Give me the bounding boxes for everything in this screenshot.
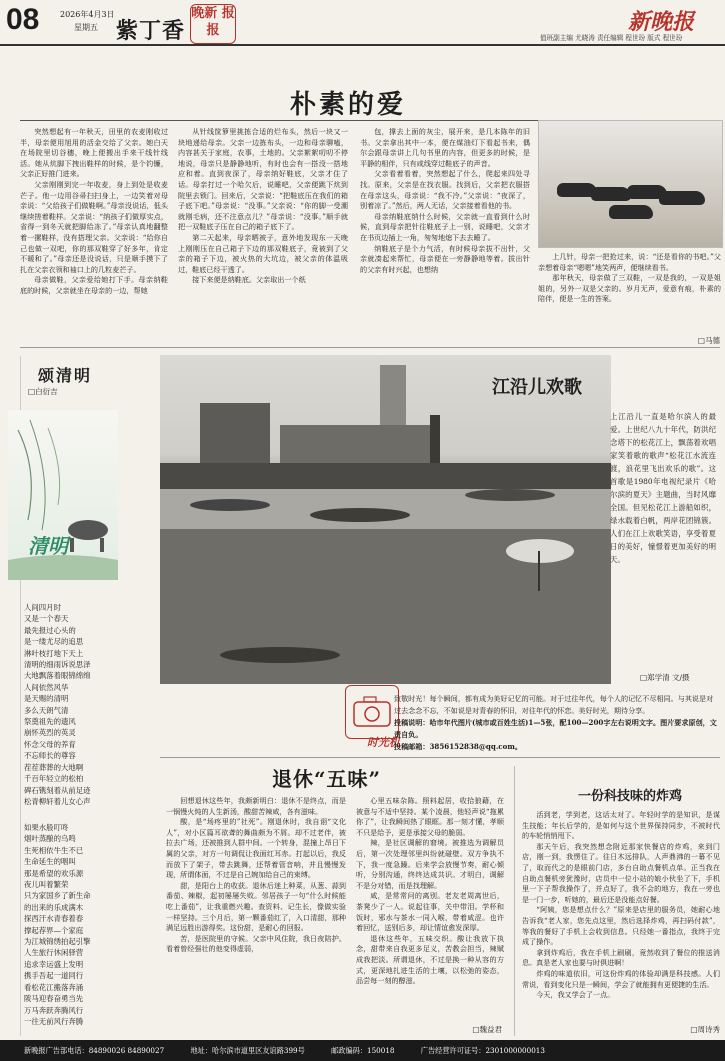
poem-line: 追求幸运盛上发明: [24, 959, 84, 969]
time-machine-label: 时光机: [367, 736, 400, 749]
poem-line: 的出来的乐成满木: [24, 902, 84, 912]
issue-date: 2026年4月3日: [60, 10, 115, 19]
paragraph: 甜，是阳台上的收获。退休后迷上种菜，从葱、蒜到番茄、辣椒，起初屡屡失败。邻居孩子一句“什么时候能吃上番茄”，让我重燃兴趣。查资料、记生长，像做实验一样坚持。三个月后，第一颗番茄红了，入口清甜，那种满足远胜出游得奖。这份甜，是耐心的回报。: [166, 880, 346, 933]
poem-line: 只为家国乡了新生命: [24, 891, 91, 901]
article-column-4: [538, 252, 721, 332]
footer-ad-hotline: 新晚报广告部电话：84890026 84890027: [24, 1046, 165, 1055]
paragraph: 那年秋天，母亲做了三双鞋，一双是我的，一双是姐姐的，另外一双是父亲的。岁月无声，爱意有痕，朴素的陪伴，便是一生的答案。: [538, 273, 721, 304]
poem-line: 看松花江搬落奔涌: [24, 982, 84, 992]
paragraph: 咸，是常常问的离别。老友老周离世后，茶凳少了一人。说起往事，关中带泪。学杯和饭时，邪水与茶水一同入喉，带着咸涩。也许着回忆，送别后多，却让情谊愈发深厚。: [356, 891, 504, 933]
poem-line: 祭奠祖先的遗风: [24, 717, 76, 727]
poem-line: 携手吾起一道同行: [24, 971, 84, 981]
paragraph: 辣，是社区调解的窘境。被推选为调解员后，第一次处理邻里纠纷就碰壁。双方争执不下，我一度急躁。后来学会放慢节奏，耐心倾听，分别沟通，终终达成共识。才明白，调解不是分对错，而是找理解。: [356, 838, 504, 890]
paragraph: 拿到炸鸡后，我在手机上刷刷，竟然收到了餐位的推送消息。真是老人家也要与时俱进啊！: [522, 947, 720, 968]
poem-line: 不忘师长的尊容: [24, 751, 76, 761]
shoes-photo: [538, 120, 723, 248]
paragraph: 包，撑去上面的灰尘，展开来，是几本陈年的旧书。父亲拿出其中一本，便在煤油灯下看起书来，偶尔会跟母亲讲上几句书里的内容，但更多的时候，是平静的相伴，只有咸线穿过鞋底子的声音。: [360, 127, 530, 168]
poem-line: 为江城锦绣拍起引擎: [24, 937, 91, 947]
paragraph: 退休这些年，五味交织。酸让我放下执念，甜带来自我更多足义，苦教会担当，辣赋成我把淡。所谓退休，不过是换一种从容的方式，更深地扎进生活的土壤，以松弛的姿态，品尝每一刻的醇滋。: [356, 933, 504, 986]
poem-line: 万马奔跃奔腾风行: [24, 1005, 84, 1015]
article-author: □马德: [697, 336, 720, 345]
column-divider: [514, 766, 515, 1036]
poem-line: 碑石镌刻着从前足迹: [24, 785, 91, 795]
poem-line: 又是一个春天: [24, 614, 69, 624]
poem-line: 探西汗水青春着春: [24, 914, 84, 924]
poem-art-label: 清明: [28, 534, 68, 558]
poem-author: □白衍吉: [28, 387, 58, 396]
poem-line: 是天赐的清明: [24, 694, 69, 704]
paragraph: 第二天起来，母亲晒被子，意外地发现东一天晚上刚刚压在自己箱子下边的那双鞋底子，竟被到了父亲的箱子下边，被火热的大坑边，被父亲的体温吸过，鞋底已经干透了。: [178, 232, 348, 274]
paragraph: “阿姨，您是想点什么？”原来是店里的服务员，她耐心地告诉我“老人家，您先点这里，然后选择炸鸡，再扫码付款”，等我的餐好了手机上会收到信息。只经她一番指点，我终于完成了操作。: [522, 905, 720, 947]
poem-line: 那是希望的欢乐源: [24, 868, 84, 878]
article-3-body: [522, 810, 720, 1024]
paragraph: 炸鸡的味道依旧，可这份炸鸡的体验却满是科技感。人们常说，看到变化只是一瞬间，学会了就能拥有更便捷的生活。: [522, 968, 720, 989]
footer-address: 地址：哈尔滨市道里区友谊路399号: [190, 1046, 305, 1055]
page-number: 08: [6, 3, 40, 36]
poem-line: 陂马迎春奋勇当先: [24, 994, 84, 1004]
newspaper-name: 新晚报: [628, 9, 695, 35]
poem-line: 生死相依牛生不已: [24, 845, 84, 855]
paragraph: 从针线筐箩里挑拣合适的烂布头，然后一块又一块地递给母亲。父亲一边拣布头，一边和母亲聊嗑，内容甚关于家庭，农事，土地的。父亲絮絮叨叨不停地说，母亲只是静静地听，有时也会有一搭没一搭地应和着。直到夜深了，母亲纳好鞋底，父亲才住了话。母亲打过一个哈欠后，说睡吧，父亲便跳下炕到院里去锁门。回来后，父亲说：“把鞋底压在我们的箱子底下吧。”母亲说：“没事。”父亲说：“你的脚一受潮就刚毛病，还不注意点儿？”母亲说：“没事。”顺手就把一双鞋底子压在自己的箱子底下了。: [178, 127, 348, 232]
poem-line: 大地飘落着眼锦绵绵: [24, 671, 91, 681]
poem-line: 最先报过心头的: [24, 625, 76, 635]
paragraph: 父亲刚刚到完一年收麦，身上到处是收麦芒子。他一边用谷帚扫扫身上，一边笑着对母亲说：“父给孩子们做鞋啊。”母亲没说话，低头继续搓着鞋样。父亲说：“纳孩子们做厚实点，省得一到冬天就把脚给冻了。”母亲认真地翻整着一摞鞋样，没有搭理父亲。父亲说：“给你自己也做一双吧，你的那双鞋穿了好多年，肯定不暖和了。”母亲还是没说话，只是顺手摸下了扎在父亲衣领和袖口上的几粒麦芒子。: [20, 179, 168, 274]
time-machine-notice: [394, 693, 719, 753]
poem-line: 撑起荐界—个家庭: [24, 925, 84, 935]
article-2-title: 退休“五味”: [272, 767, 382, 791]
poem-title: 颂清明: [38, 366, 93, 385]
poem-line: 人间依然风华: [24, 682, 69, 692]
poem-line: 茬茬葬葬的大地啊: [24, 762, 84, 772]
article-column-3: [360, 127, 530, 345]
poem-line: 如果水般叮咚: [24, 823, 69, 832]
paragraph: 回想退休这些年，我颇新明白：退休不是终点，而是一锅慢火炖的人生新汤，酸甜苦辣咸，各有滋味。: [166, 796, 346, 816]
article-column-1: [20, 127, 168, 345]
editor-credits: 值班副主编 尤晓涛 责任编辑 程世玢 版式 程世玢: [540, 34, 683, 42]
poem-line: 一往无前风行奔腾: [24, 1016, 84, 1026]
footer-postcode: 邮政编码：150018: [331, 1046, 395, 1055]
paragraph: 那天午后，我突然想念附近那家快餐店的炸鸡，来到门店，刚一到，我愣住了。往日木远排队，人声鼎沸的一幕不见了，取而代之的是眼前门店，多台自助点餐机点单。正当我在自助点餐机旁犹豫时，店员中一位小站的娘小伙坐了下，手机里一下子帮我操作了，并点好了，我不会的地方，我在一旁也是一门一步，听她的，最后还是没能点好餐。: [522, 841, 720, 904]
notice-guide: 投稿说明：哈市年代图片(城市或百姓生活)1—5张，配100—200字左右说明文字。图片要求原创，文责自负。: [394, 718, 717, 739]
poem-line: 生命延生的咽叫: [24, 857, 76, 867]
poem-line: 崩怀英烈的英灵: [24, 728, 76, 738]
footer-license: 广告经营许可证号：2301000000013: [420, 1046, 545, 1055]
paragraph: 纳鞋底子是个力气活，有时候母亲拔不出针，父亲就凑起来帮忙，母亲便在一旁静静地等着。拔出针的父亲有时兴起，也想纳: [360, 243, 530, 274]
paragraph: 苦，是医院里的守候。父亲中风住院，我日夜陪护。看着曾经强壮的他变得虚弱，: [166, 933, 346, 954]
notice-intro: 致敬时光！每个瞬间，都有成为美好记忆的可能。对于过往年代，每个人的记忆不尽相同。与其说是对过去念念不忘，不如说是对青春的怀旧，对往年代的怀恋。美好时光，期待分享。: [394, 694, 714, 715]
section-rule: [20, 347, 720, 348]
poem-line: 千百年轻立的松柏: [24, 774, 84, 784]
article-2-column-1: [166, 796, 346, 1032]
notice-email: 投稿邮箱：3856152838@qq.com。: [394, 742, 522, 751]
poem-line: 怀念父母的养育: [24, 739, 76, 749]
paragraph: 心里五味杂陈。照料起居，收拾狼藉，在被意与不适中坚持。某个凌晨，他轻声说“拖累你了”，让我瞬间热了眼眶。那一刻才懂，孝顺不只是给予，更是承接父母的脆弱。: [356, 796, 504, 837]
article-2-author: □魏益君: [472, 1025, 502, 1034]
issue-weekday: 星期五: [74, 23, 98, 32]
paragraph: 突然想起有一年秋天，田里的农麦刚收过半，母亲便用旭用的活金交给了父亲。她白天在场院里切谷穗，晚上便搬出手来干线针线活。她从炕脚下拽出鞋样的时候，是个钓镰，父亲正好推门进来。: [20, 127, 168, 179]
paragraph: 接下来便是纳鞋底。父亲取出一个纸: [192, 275, 306, 285]
paragraph: 上几针，母亲一把抢过来，说：“还是看你的书吧。”父亲想着母亲“嗯嗯”地笑两声，便继续看书。: [538, 252, 721, 272]
poem-line: 夜儿叫着繁荣: [24, 880, 69, 890]
article-column-2: [178, 127, 348, 345]
article-3-title: 一份科技味的炸鸡: [578, 789, 683, 804]
article-2-column-2: [356, 796, 504, 1032]
poem-line: 多么天朗气清: [24, 705, 69, 715]
poem-line: 烟叶蒸酿的乌鸣: [24, 834, 76, 844]
poem-line: 清明的细雨诉说思泽: [24, 660, 91, 670]
masthead-rule: [0, 44, 725, 46]
poem-illustration: [8, 410, 118, 580]
photo-feature-author: □郑学清 文/摄: [640, 673, 690, 682]
paragraph: 今天，我又学会了一点。: [536, 990, 615, 1000]
photo-feature-title: 江沿儿欢歌: [492, 377, 582, 398]
poem-line: 淋叶枝打地下天上: [24, 648, 84, 658]
poem-line: 人生旅行休闲驿营: [24, 948, 84, 958]
paragraph: 活到老，学到老，这话太对了。年轻时学的是知识，是谋生技能；年长后学的，是如何与这个世界保持同步，不被时代的车轮悄悄甩下。: [522, 810, 720, 841]
paragraph: 母亲纳鞋底纳什么时候，父亲就一直看到什么时候，直到母亲把针往鞋底子上一别，说睡吧，父亲才在书页边插上一角，匆匆地熄下去去睡了。: [360, 211, 530, 242]
section-title: 紫丁香: [116, 18, 186, 44]
paragraph: 父亲看着看着，突然想起了什么，爬起来四处寻找。原来，父亲是在找衣服。找到后，父亲把衣服搭在母亲这头，母亲说：“我不冷。”父亲说：“夜深了，别着凉了。”然后，两人无话，父亲接着看他的书。: [360, 169, 530, 211]
photo-feature-text: 上江沿儿一直是哈尔滨人的最爱。上世纪八九十年代，防洪纪念塔下的松花江上，飘荡着欢唱家笑着歌的歌声“松花江水流连渡，浪花里飞出欢乐的歌”。这首歌是1980年电视纪录片《哈尔滨的夏天》主题曲，当时风靡全国。但见松花江上游船如织，绿水载着白帆，两岸花团锦簇。人们在江上欢歌笑语，享受着夏日的美好，憧憬着更加美好的明天。: [610, 412, 716, 564]
article-3-author: □周诗秀: [690, 1025, 720, 1034]
paragraph: 母亲做鞋，父亲爱给她打下手。母亲纳鞋底的时候，父亲就坐在母亲的一边，帮她: [20, 275, 168, 295]
section-logo: 晚新 报报: [190, 4, 236, 44]
river-photo: [160, 355, 611, 684]
poem-line: 是一缕尤尽的追思: [24, 637, 84, 647]
lower-rule: [160, 757, 720, 758]
article-title: 朴素的爱: [290, 90, 407, 120]
camera-icon: [345, 685, 399, 739]
paragraph: 酸，是“场疼里的”社死”。刚退休时，我自诩“文化人”，对小区篇耳欲聋的舞曲颇为不屑。却不过老伴，被拉去广场，还被推到人群中间。一个转身，混撞上昂日下属的父亲，对方一句调侃让我面红耳赤。打起以后，我反而放下了架子，带去跳舞，还帮着管音响，并且慢慢发现，所谓体面，不过是自己婉加给自己的束缚。: [166, 817, 346, 880]
poem-line: 人间四月时: [24, 603, 61, 612]
footer-bar: [0, 1040, 725, 1061]
poem-line: 松青柳轩着儿女心声: [24, 796, 91, 806]
poem-stanza-2: [24, 822, 154, 1027]
poem-stanza-1: [24, 602, 154, 807]
